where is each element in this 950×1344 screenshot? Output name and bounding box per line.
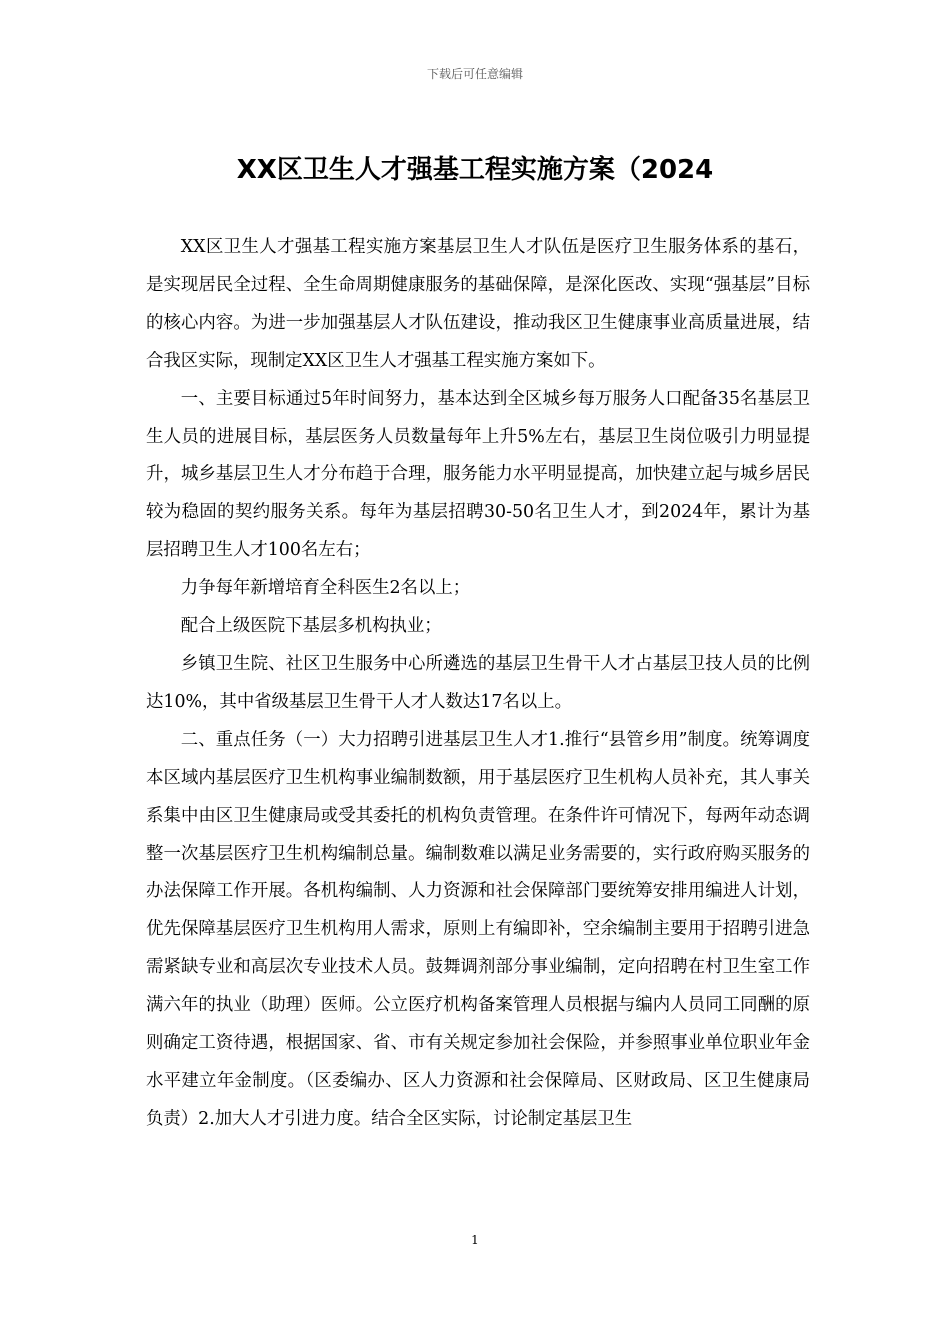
paragraph-backbone-talent: 乡镇卫生院、社区卫生服务中心所遴选的基层卫生骨干人才占基层卫技人员的比例达10%，其中省级基层卫生骨干人才人数达17名以上。	[146, 653, 810, 712]
paragraph-multi-institution: 配合上级医院下基层多机构执业；	[180, 616, 442, 637]
paragraph-intro: XX区卫生人才强基工程实施方案基层卫生人才队伍是医疗卫生服务体系的基石，是实现居民全过程、全生命周期健康服务的基础保障，是深化医改、实现“强基层”目标的核心内容。为进一步加强基层人才队伍建设，推动我区卫生健康事业高质量进展，结合我区实际，现制定XX区卫生人才强基工程实施方案如下。	[146, 237, 810, 371]
header-note: 下载后可任意编辑	[426, 67, 523, 81]
paragraph-gp-training: 力争每年新增培育全科医生2名以上；	[180, 578, 471, 599]
page-number: 1	[471, 1233, 479, 1247]
document-title: XX区卫生人才强基工程实施方案（2024	[236, 155, 714, 185]
document-body	[146, 229, 810, 1139]
paragraph-main-goals: 一、主要目标通过5年时间努力，基本达到全区城乡每万服务人口配备35名基层卫生人员的进展目标，基层医务人员数量每年上升5%左右，基层卫生岗位吸引力明显提升，城乡基层卫生人才分布趋于合理，服务能力水平明显提高，加快建立起与城乡居民较为稳固的契约服务关系。每年为基层招聘30-50名卫生人才，到2024年，累计为基层招聘卫生人才100名左右；	[146, 388, 810, 561]
paragraph-key-tasks: 二、重点任务（一）大力招聘引进基层卫生人才1.推行“县管乡用”制度。统筹调度本区域内基层医疗卫生机构事业编制数额，用于基层医疗卫生机构人员补充，其人事关系集中由区卫生健康局或受其委托的机构负责管理。在条件许可情况下，每两年动态调整一次基层医疗卫生机构编制总量。编制数难以满足业务需要的，实行政府购买服务的办法保障工作开展。各机构编制、人力资源和社会保障部门要统筹安排用编进人计划，优先保障基层医疗卫生机构用人需求，原则上有编即补，空余编制主要用于招聘引进急需紧缺专业和高层次专业技术人员。鼓舞调剂部分事业编制，定向招聘在村卫生室工作满六年的执业（助理）医师。公立医疗机构备案管理人员根据与编内人员同工同酬的原则确定工资待遇，根据国家、省、市有关规定参加社会保险，并参照事业单位职业年金水平建立年金制度。（区委编办、区人力资源和社会保障局、区财政局、区卫生健康局负责）2.加大人才引进力度。结合全区实际，讨论制定基层卫生	[146, 729, 810, 1129]
